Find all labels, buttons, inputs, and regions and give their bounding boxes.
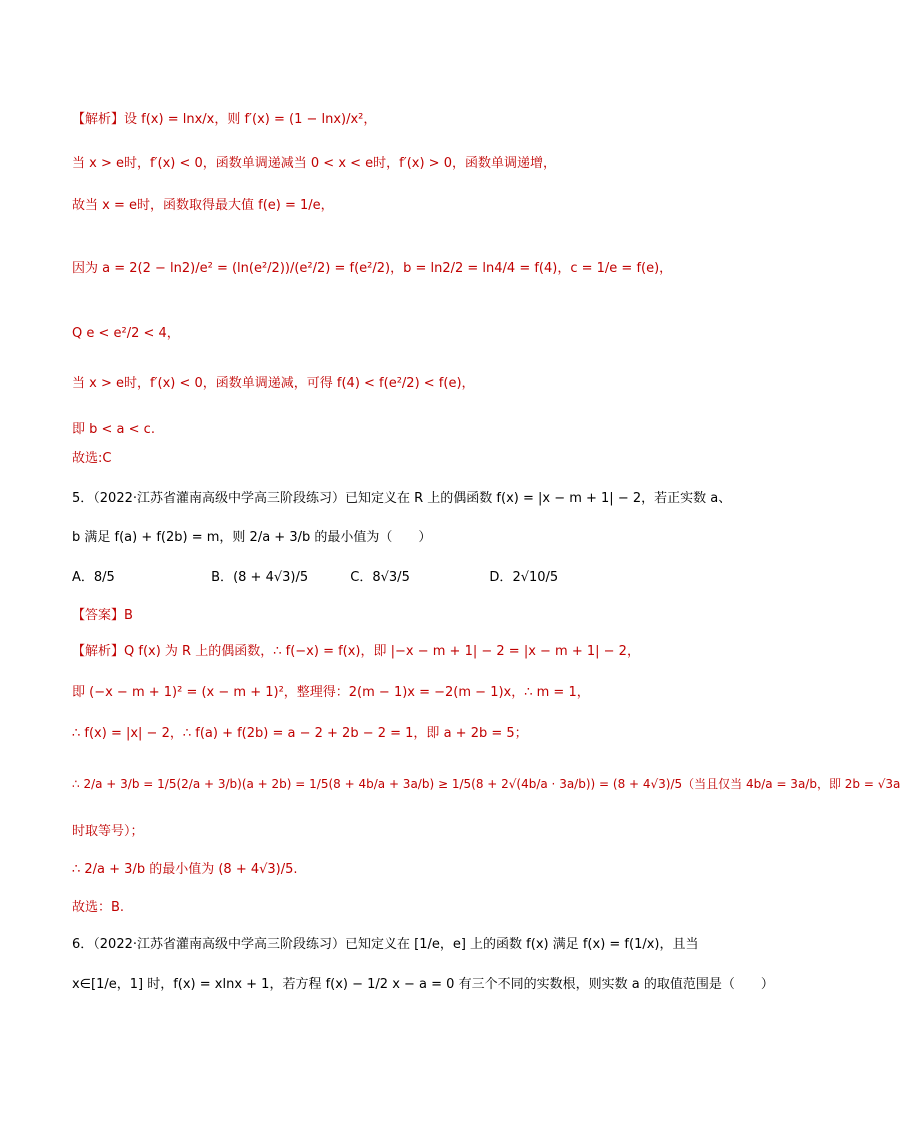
options-row xyxy=(72,566,558,585)
l4: 因为 a = 2(2 − ln2)/e² = (ln(e²/2))/(e²/2) = f(e²/2)，b = ln2/2 = ln4/4 = f(4)，c = 1/e = f(e)， xyxy=(72,261,673,276)
option-d[interactable]: D．2√10/5 xyxy=(489,570,559,585)
l7: 即 b < a < c. xyxy=(72,422,155,437)
l3: 故当 x = e时，函数取得最大值 f(e) = 1/e， xyxy=(72,198,334,213)
l1 xyxy=(72,108,376,127)
option-b[interactable]: B．(8 + 4√3)/5 xyxy=(211,570,309,585)
l16: ∴ 2/a + 3/b = 1/5(2/a + 3/b)(a + 2b) = 1/5(8 + 4b/a + 3a/b) ≥ 1/5(8 + 2√(4b/a · 3a/b)) = (8 + 4√3)/5（当且仅当 4b/a = 3a/b，即 2b = √3a xyxy=(72,777,900,791)
section-tag: 【解析】 xyxy=(72,644,125,659)
l17: 时取等号）； xyxy=(72,824,144,839)
l6: 当 x > e时，f′(x) < 0，函数单调递减，可得 f(4) < f(e²/2) < f(e)， xyxy=(72,376,475,391)
l15: ∴ f(x) = |x| − 2，∴ f(a) + f(2b) = a − 2 + 2b − 2 = 1，即 a + 2b = 5； xyxy=(72,726,528,741)
option-a[interactable]: A．8/5 xyxy=(72,570,115,585)
section-tag: 【解析】 xyxy=(72,112,125,127)
l21: x∈[1/e，1] 时，f(x) = xlnx + 1，若方程 f(x) − 1/2 x − a = 0 有三个不同的实数根，则实数 a 的取值范围是（ ） xyxy=(72,977,774,992)
l5: Q e < e²/2 < 4， xyxy=(72,326,180,341)
line-text: Q f(x) 为 R 上的偶函数，∴ f(−x) = f(x)，即 |−x − m + 1| − 2 = |x − m + 1| − 2， xyxy=(124,644,640,659)
l13 xyxy=(72,640,640,659)
l19: 故选：B. xyxy=(72,900,125,915)
l2: 当 x > e时，f′(x) < 0，函数单调递减当 0 < x < e时，f′(x) > 0，函数单调递增， xyxy=(72,156,556,171)
line-text: 设 f(x) = lnx/x，则 f′(x) = (1 − lnx)/x²， xyxy=(124,112,377,127)
l12: 【答案】B xyxy=(72,608,133,623)
l20: 6．（2022·江苏省灌南高级中学高三阶段练习）已知定义在 [1/e，e] 上的函数 f(x) 满足 f(x) = f(1/x)，且当 xyxy=(72,937,699,952)
l8: 故选:C xyxy=(72,451,112,466)
l14: 即 (−x − m + 1)² = (x − m + 1)²，整理得：2(m − 1)x = −2(m − 1)x，∴ m = 1， xyxy=(72,685,590,700)
l10: b 满足 f(a) + f(2b) = m，则 2/a + 3/b 的最小值为（ ） xyxy=(72,530,432,545)
l18: ∴ 2/a + 3/b 的最小值为 (8 + 4√3)/5. xyxy=(72,862,298,877)
option-c[interactable]: C．8√3/5 xyxy=(350,570,410,585)
l9: 5．（2022·江苏省灌南高级中学高三阶段练习）已知定义在 R 上的偶函数 f(x) = |x − m + 1| − 2，若正实数 a、 xyxy=(72,491,732,506)
